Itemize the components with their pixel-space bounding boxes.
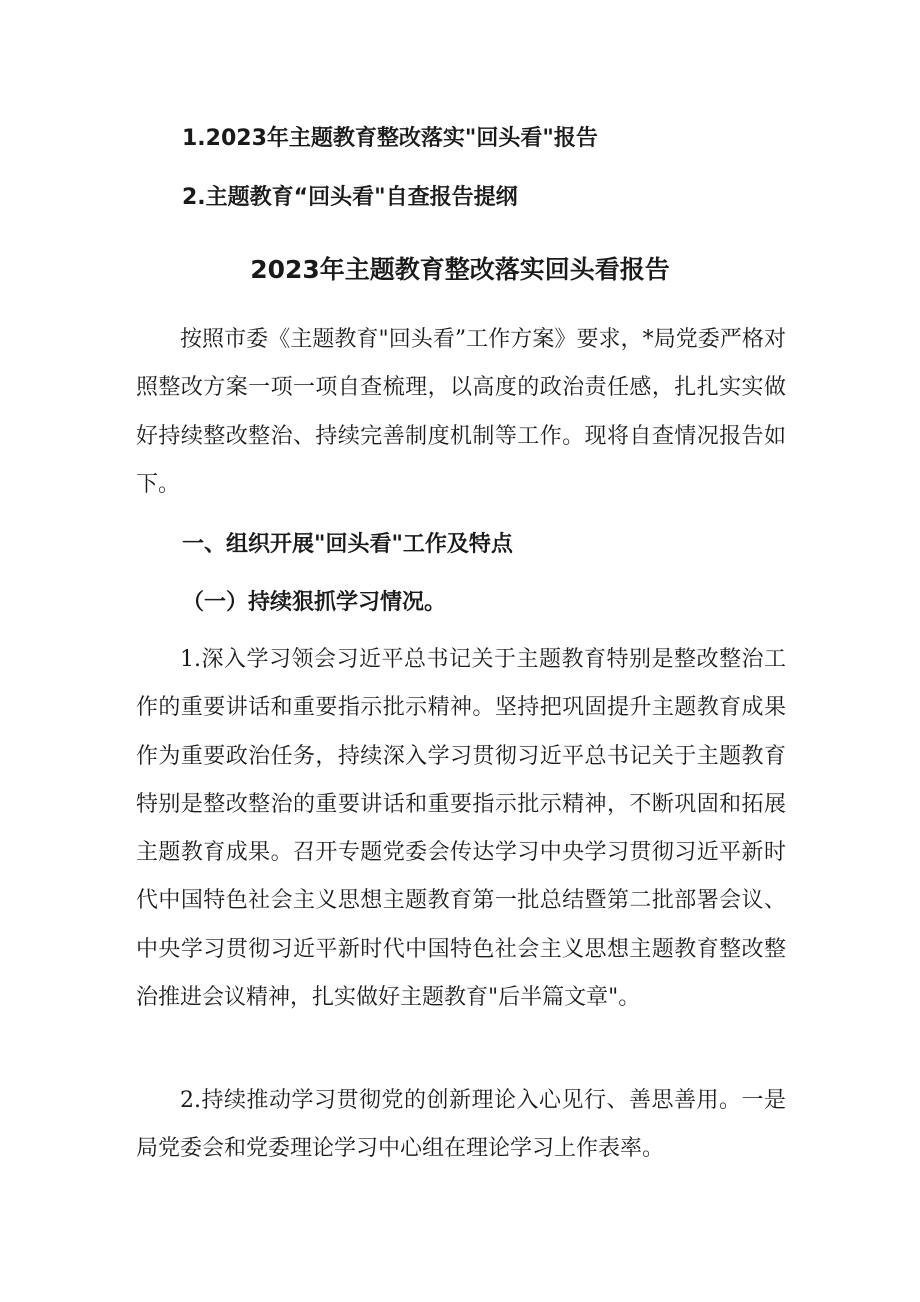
body-paragraph-2: 2.持续推动学习贯彻党的创新理论入心见行、善思善用。一是局党委会和党委理论学习中心组在理论学习上作表率。	[136, 1088, 786, 1162]
intro-paragraph: 按照市委《主题教育"回头看”工作方案》要求，*局党委严格对照整改方案一项一项自查梳理，以高度的政治责任感，扎扎实实做好持续整改整治、持续完善制度机制等工作。现将自查情况报告如下。	[136, 327, 786, 497]
toc-item-1: 1.2023年主题教育整改落实"回头看"报告	[182, 126, 598, 151]
subsection-heading-1: （一）持续狠抓学习情况。	[182, 590, 447, 615]
section-heading-1: 一、组织开展"回头看"工作及特点	[182, 532, 513, 557]
document-title: 2023年主题教育整改落实回头看报告	[250, 255, 670, 284]
body-paragraph-1: 1.深入学习领会习近平总书记关于主题教育特别是整改整治工作的重要讲话和重要指示批示精神。坚持把巩固提升主题教育成果作为重要政治任务，持续深入学习贯彻习近平总书记关于主题教育特别是整改整治的重要讲话和重要指示批示精神，不断巩固和拓展主题教育成果。召开专题党委会传达学习中央学习贯彻习近平新时代中国特色社会主义思想主题教育第一批总结暨第二批部署会议、中央学习贯彻习近平新时代中国特色社会主义思想主题教育整改整治推进会议精神，扎实做好主题教育"后半篇文章"。	[136, 647, 786, 1011]
toc-item-2: 2.主题教育“回头看"自查报告提纲	[182, 185, 518, 210]
